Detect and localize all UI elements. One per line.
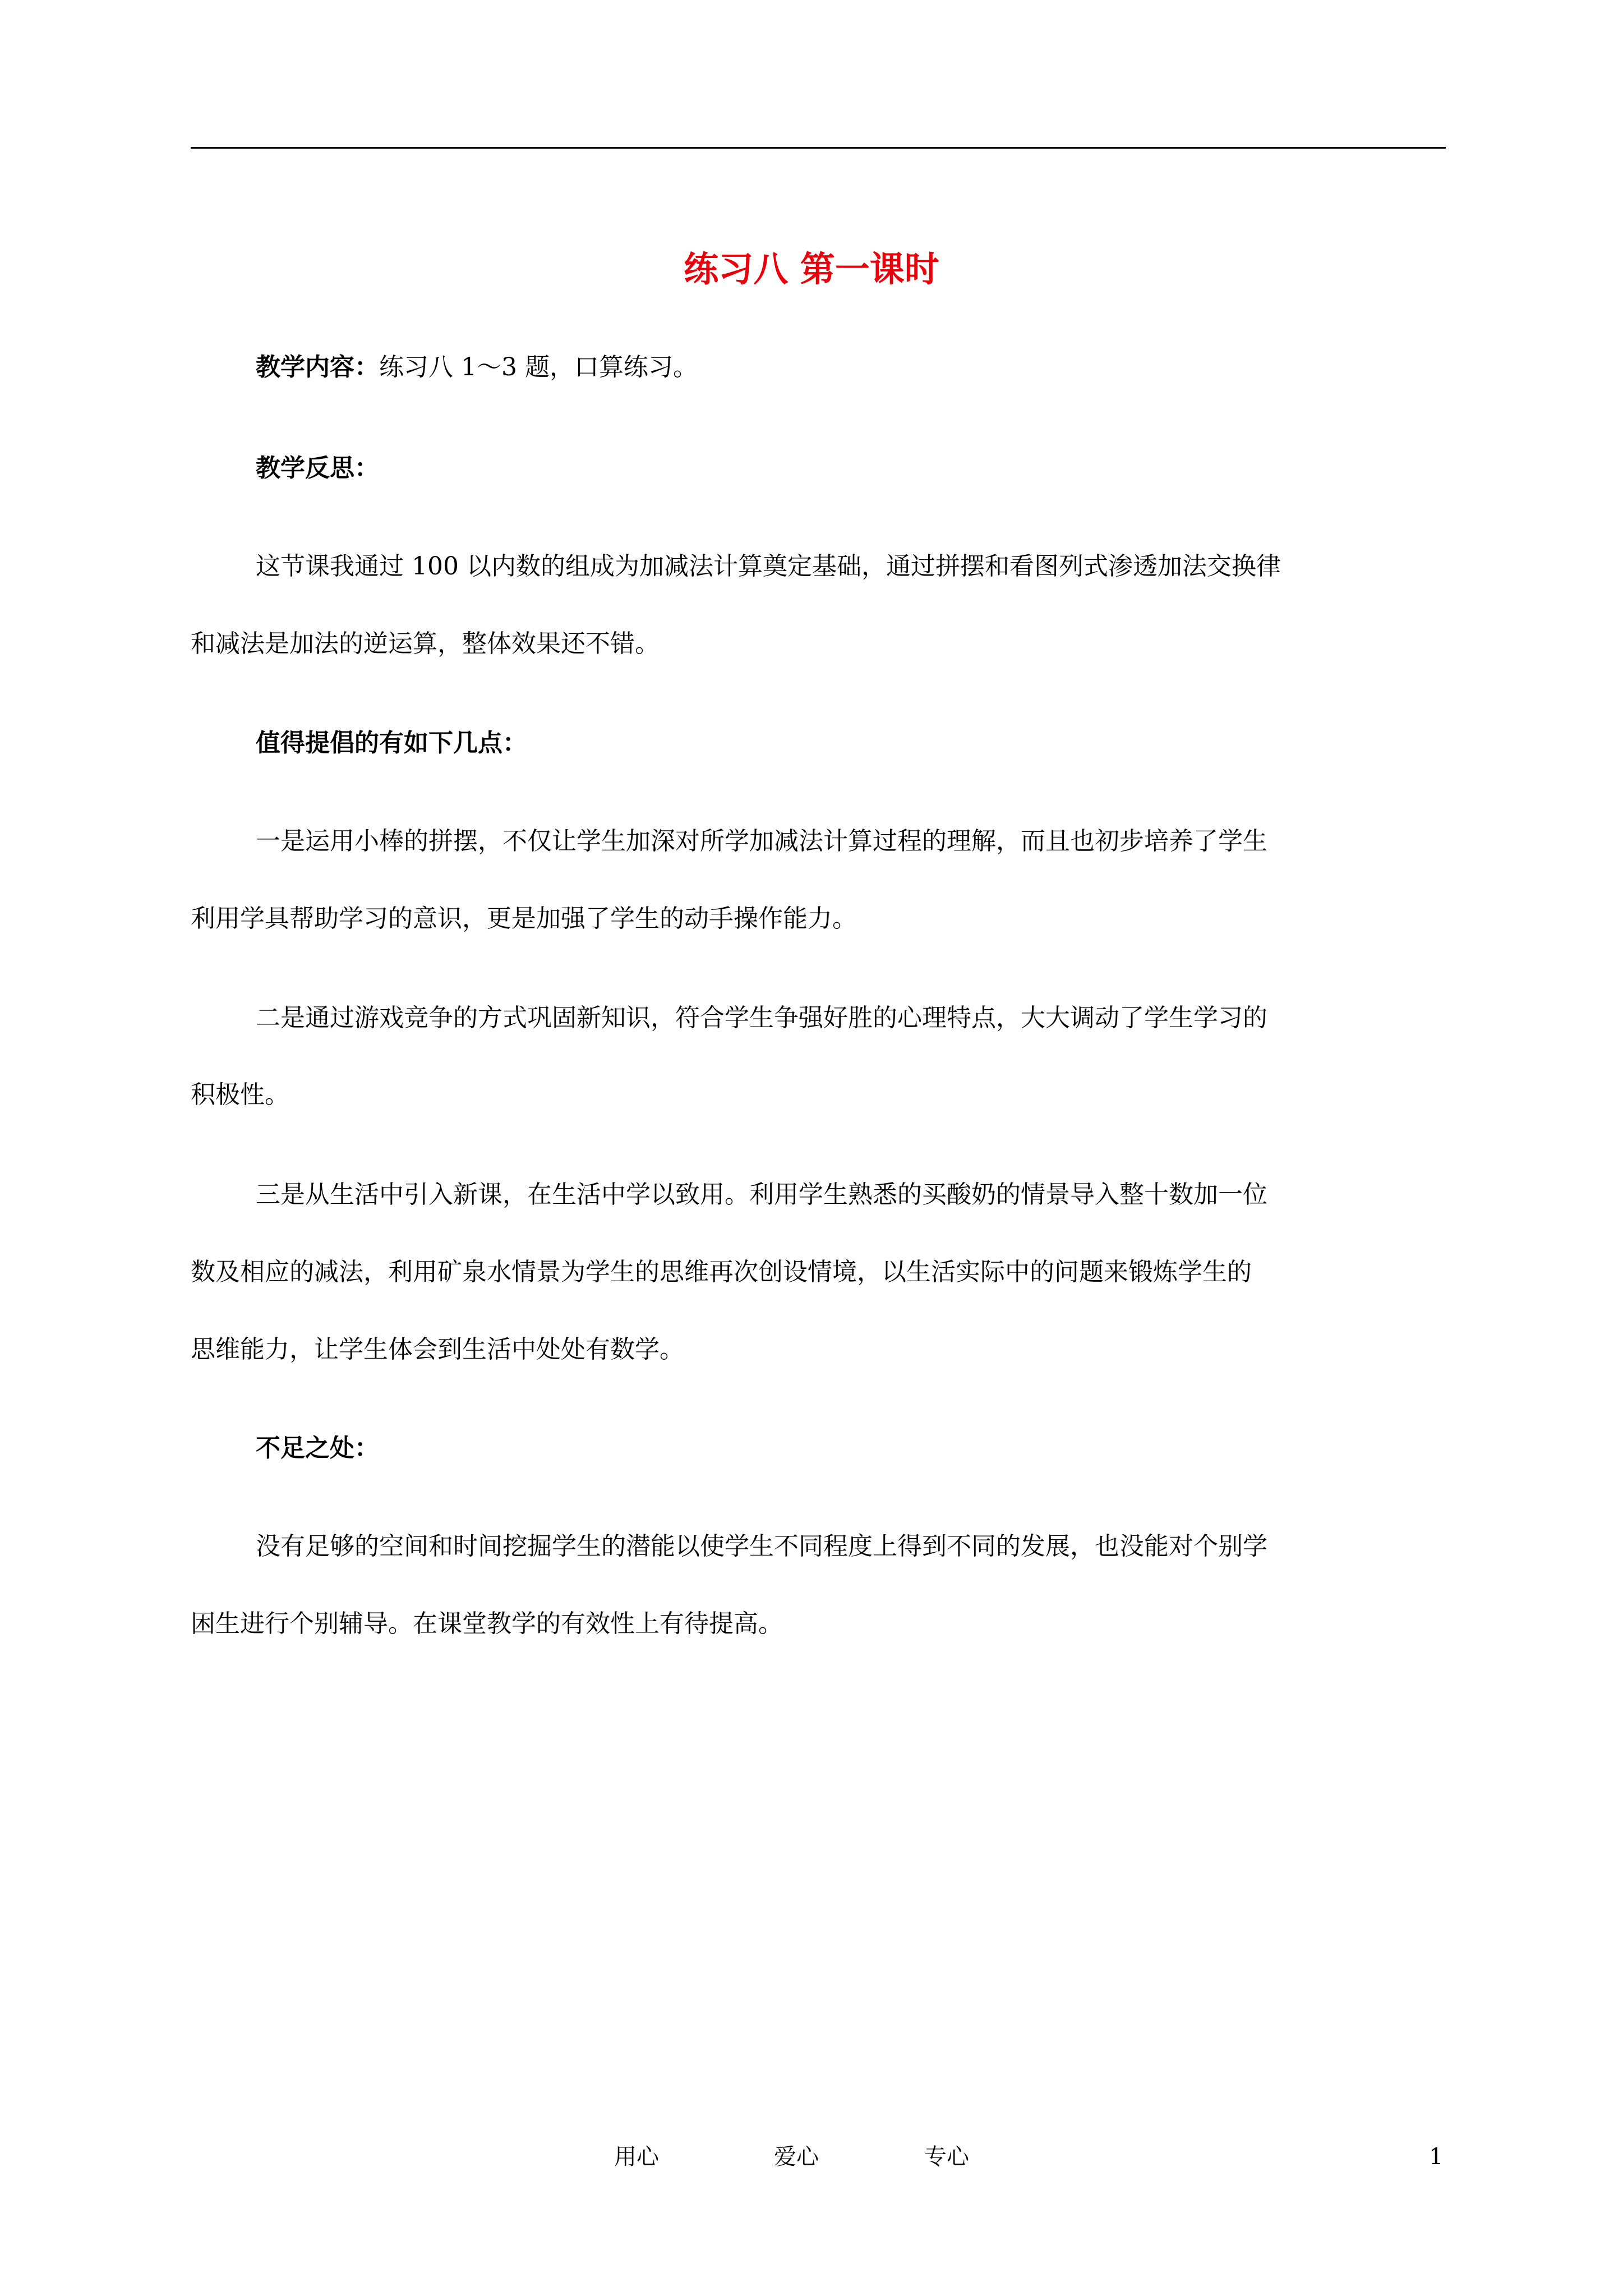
document-title: 练习八 第一课时 <box>684 249 939 289</box>
merits-heading: 值得提倡的有如下几点： <box>256 729 527 757</box>
reflection-paragraph-line-2: 和减法是加法的逆运算，整体效果还不错。 <box>191 629 660 658</box>
header-rule <box>191 147 1446 149</box>
footer-motto-3: 专心 <box>924 2144 969 2170</box>
reflection-heading: 教学反思： <box>256 454 379 482</box>
merit-2-line-1: 二是通过游戏竞争的方式巩固新知识，符合学生争强好胜的心理特点，大大调动了学生学习的 <box>256 1004 1267 1032</box>
merit-2-line-2: 积极性。 <box>191 1080 289 1109</box>
footer-motto-1: 用心 <box>614 2144 659 2170</box>
page-number: 1 <box>1429 2144 1444 2170</box>
merit-3-line-2: 数及相应的减法，利用矿泉水情景为学生的思维再次创设情境，以生活实际中的问题来锻炼学生的 <box>191 1258 1252 1286</box>
shortcomings-heading: 不足之处： <box>256 1434 379 1462</box>
merit-3-line-3: 思维能力，让学生体会到生活中处处有数学。 <box>191 1335 684 1364</box>
merit-3-line-1: 三是从生活中引入新课，在生活中学以致用。利用学生熟悉的买酸奶的情景导入整十数加一位 <box>256 1180 1267 1209</box>
merit-1-line-1: 一是运用小棒的拼摆，不仅让学生加深对所学加减法计算过程的理解，而且也初步培养了学生 <box>256 827 1267 855</box>
footer-motto-2: 爱心 <box>774 2144 819 2170</box>
teaching-content-text: 练习八 1～3 题，口算练习。 <box>379 353 698 381</box>
teaching-content-label: 教学内容： <box>256 353 379 381</box>
shortcomings-line-2: 困生进行个别辅导。在课堂教学的有效性上有待提高。 <box>191 1609 783 1638</box>
reflection-paragraph-line-1: 这节课我通过 100 以内数的组成为加减法计算奠定基础，通过拼摆和看图列式渗透加法交换律 <box>256 552 1281 581</box>
shortcomings-line-1: 没有足够的空间和时间挖掘学生的潜能以使学生不同程度上得到不同的发展，也没能对个别学 <box>256 1532 1267 1561</box>
teaching-content-line <box>191 351 1511 384</box>
merit-1-line-2: 利用学具帮助学习的意识，更是加强了学生的动手操作能力。 <box>191 904 857 933</box>
